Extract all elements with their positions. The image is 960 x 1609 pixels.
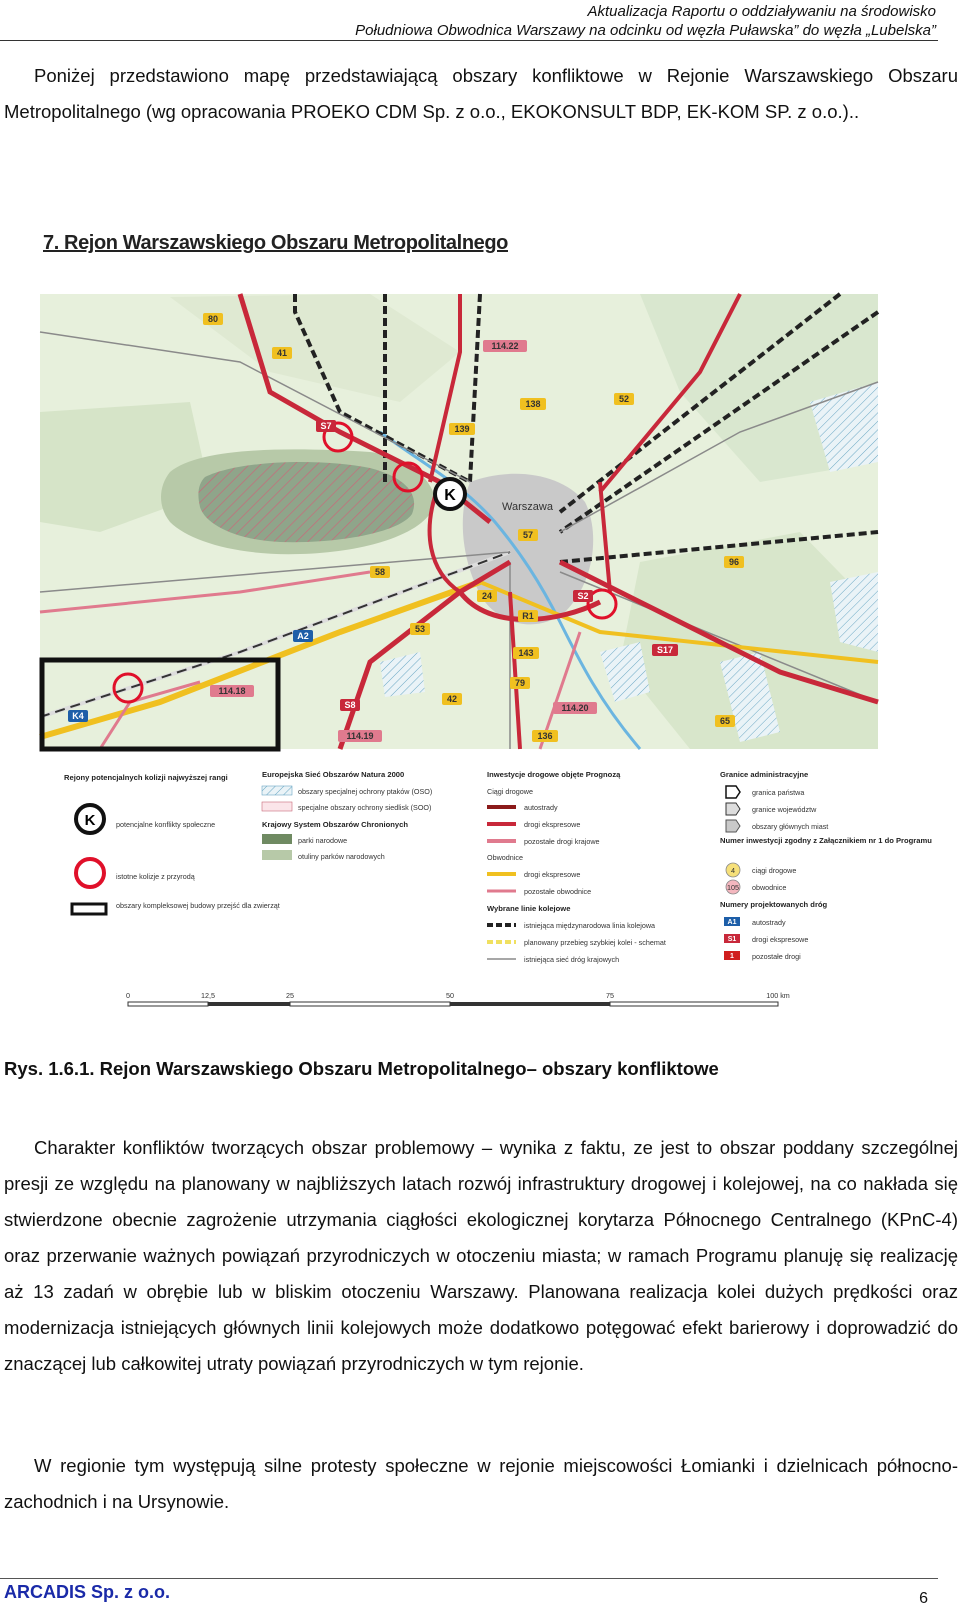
legend-col4-item-6: autostrady	[752, 918, 786, 927]
legend-col3-item-2: drogi ekspresowe	[524, 820, 581, 829]
footer-company: ARCADIS Sp. z o.o.	[4, 1582, 170, 1602]
page-number: 6	[919, 1590, 928, 1607]
legend-col4-item-1: granica państwa	[752, 788, 805, 797]
header-line-1: Aktualizacja Raportu o oddziaływaniu na środowisko	[587, 3, 936, 20]
legend-col3-heading: Inwestycje drogowe objęte Prognozą	[487, 770, 621, 779]
intro-text: Poniżej przedstawiono mapę przedstawiającą obszary konfliktowe w Rejonie Warszawskiego Obszaru Metropolitalnego (wg opracowania PROEKO CDM Sp. z o.o., EKOKONSULT BDP, EK-KOM SP. z o.o.)..	[4, 65, 958, 122]
scale-tick-3: 50	[446, 991, 454, 1000]
body-paragraph-2	[4, 1448, 958, 1520]
road-number-label: 24	[481, 591, 493, 601]
scale-bar	[126, 991, 790, 1006]
legend-col3-item-7: planowany przebieg szybkiej kolei - schemat	[524, 938, 666, 947]
legend-col2-item-1: obszary specjalnej ochrony ptaków (OSO)	[298, 787, 433, 796]
map-title: 7. Rejon Warszawskiego Obszaru Metropolitalnego	[43, 232, 508, 254]
road-number-label: S7	[320, 421, 332, 431]
legend-col4-badge-s1: S1	[727, 936, 737, 943]
social-conflict-marker	[435, 479, 465, 509]
road-number-label: 114.20	[561, 703, 589, 713]
legend-col4-heading-3: Numery projektowanych dróg	[720, 900, 828, 909]
legend-col4-item-4: ciągi drogowe	[752, 866, 797, 875]
road-number-label: S8	[344, 700, 356, 710]
legend-col3-item-6: istniejąca międzynarodowa linia kolejowa	[524, 921, 656, 930]
intro-paragraph	[4, 58, 958, 130]
legend-col3-item-5: pozostałe obwodnice	[524, 887, 592, 896]
legend-col1-item-2: istotne kolizje z przyrodą	[116, 872, 195, 881]
legend-col4-item-3: obszary głównych miast	[752, 822, 829, 831]
city-label: Warszawa	[502, 501, 553, 513]
footer-divider	[0, 1578, 938, 1579]
scale-tick-2: 25	[286, 991, 294, 1000]
natura-hatched-area	[198, 462, 414, 542]
road-number-label: 58	[374, 567, 386, 577]
legend-col3-item-4: drogi ekspresowe	[524, 870, 581, 879]
road-number-label: 138	[525, 399, 541, 409]
legend-col3-item-8: istniejąca sieć dróg krajowych	[524, 955, 620, 964]
page-header	[355, 2, 936, 40]
svg-text:K: K	[84, 812, 96, 829]
legend-col4-heading-2: Numer inwestycji zgodny z Załącznikiem nr 1 do Programu	[720, 836, 932, 845]
body-paragraph-1	[4, 1130, 958, 1382]
scale-tick-1: 12,5	[201, 991, 215, 1000]
conflict-marker-letter: K	[444, 487, 456, 504]
legend-col4-item-5: obwodnice	[752, 883, 787, 892]
road-number-label: R1	[522, 611, 534, 621]
legend-col4-badge-a1: A1	[727, 919, 737, 926]
map-legend	[64, 770, 932, 1006]
scale-tick-4: 75	[606, 991, 614, 1000]
scale-tick-5: 100 km	[766, 991, 790, 1000]
body-paragraph-2-text: W regionie tym występują silne protesty społeczne w rejonie miejscowości Łomianki i dzielnicach północno-zachodnich i na Ursynowie.	[4, 1455, 958, 1512]
legend-col2-item-4: otuliny parków narodowych	[298, 852, 385, 861]
legend-col2-heading: Europejska Sieć Obszarów Natura 2000	[262, 770, 405, 779]
road-number-label: S2	[577, 591, 589, 601]
road-number-label: A2	[297, 631, 309, 641]
legend-col3-sub-1: Ciągi drogowe	[487, 787, 533, 796]
header-divider	[0, 40, 938, 41]
road-number-label: 139	[454, 424, 470, 434]
figure-caption: Rys. 1.6.1. Rejon Warszawskiego Obszaru Metropolitalnego– obszary konfliktowe	[4, 1058, 719, 1079]
legend-col4-item-7: drogi ekspresowe	[752, 935, 809, 944]
legend-col2-item-2: specjalne obszary ochrony siedlisk (SOO)	[298, 803, 432, 812]
legend-col3-sub-2: Obwodnice	[487, 853, 523, 862]
legend-col1-item-1: potencjalne konflikty społeczne	[116, 820, 216, 829]
road-number-label: 79	[514, 678, 526, 688]
legend-col4-item-2: granice województw	[752, 805, 817, 814]
road-number-label: 41	[276, 348, 288, 358]
road-number-label: 143	[518, 648, 534, 658]
legend-col1-heading: Rejony potencjalnych kolizji najwyższej rangi	[64, 773, 228, 782]
legend-col4-heading: Granice administracyjne	[720, 770, 809, 779]
map-canvas	[40, 294, 878, 749]
legend-col3-item-3: pozostałe drogi krajowe	[524, 837, 600, 846]
body-paragraph-1-text: Charakter konfliktów tworzących obszar problemowy – wynika z faktu, ze jest to obszar poddany szczególnej presji ze względu na planowany w najbliższych latach rozwój infrastruktury drogowej i kolejowej, na co nakłada się stwierdzone obecnie zagrożenie utrzymania ciągłości ekologicznej korytarza Północnego Centralnego (KPnC-4) oraz przerwanie ważnych powiązań przyrodniczych w otoczeniu miasta; w ramach Programu planuję się realizację aż 13 zadań w obrębie lub w bliskim otoczeniu Warszawy. Planowana realizacja kolei dużych prędkości oraz modernizacja istniejących głównych linii kolejowych może dodatkowo potęgować efekt barierowy i doprowadzić do znaczącej lub całkowitej utraty powiązań przyrodniczych w tym rejonie.	[4, 1137, 958, 1374]
road-number-label: 53	[414, 624, 426, 634]
road-number-label: 114.19	[346, 731, 374, 741]
road-number-label: S17	[656, 645, 674, 655]
legend-col4-badge-2: 105	[727, 883, 739, 892]
road-number-label: 136	[537, 731, 553, 741]
road-number-label: 52	[618, 394, 630, 404]
legend-col3-sub-3: Wybrane linie kolejowe	[487, 904, 571, 913]
legend-col4-badge-1: 4	[731, 866, 735, 875]
conflict-map-figure	[40, 232, 932, 1032]
road-number-label: 65	[719, 716, 731, 726]
road-number-label: K4	[72, 711, 84, 721]
legend-col1-item-3: obszary kompleksowej budowy przejść dla zwierząt	[116, 901, 280, 910]
legend-col3-item-1: autostrady	[524, 803, 558, 812]
road-number-label: 80	[207, 314, 219, 324]
legend-col4-item-8: pozostałe drogi	[752, 952, 801, 961]
legend-col2-heading-2: Krajowy System Obszarów Chronionych	[262, 820, 409, 829]
road-number-label: 42	[446, 694, 458, 704]
legend-col4-badge-1r: 1	[730, 953, 734, 960]
legend-col2-item-3: parki narodowe	[298, 836, 348, 845]
road-number-label: 96	[728, 557, 740, 567]
road-number-label: 114.22	[491, 341, 519, 351]
header-line-2: Południowa Obwodnica Warszawy na odcinku od węzła Puławska” do węzła „Lubelska”	[355, 22, 936, 39]
road-number-label: 57	[522, 530, 534, 540]
road-number-label: 114.18	[218, 686, 246, 696]
scale-tick-0: 0	[126, 991, 130, 1000]
